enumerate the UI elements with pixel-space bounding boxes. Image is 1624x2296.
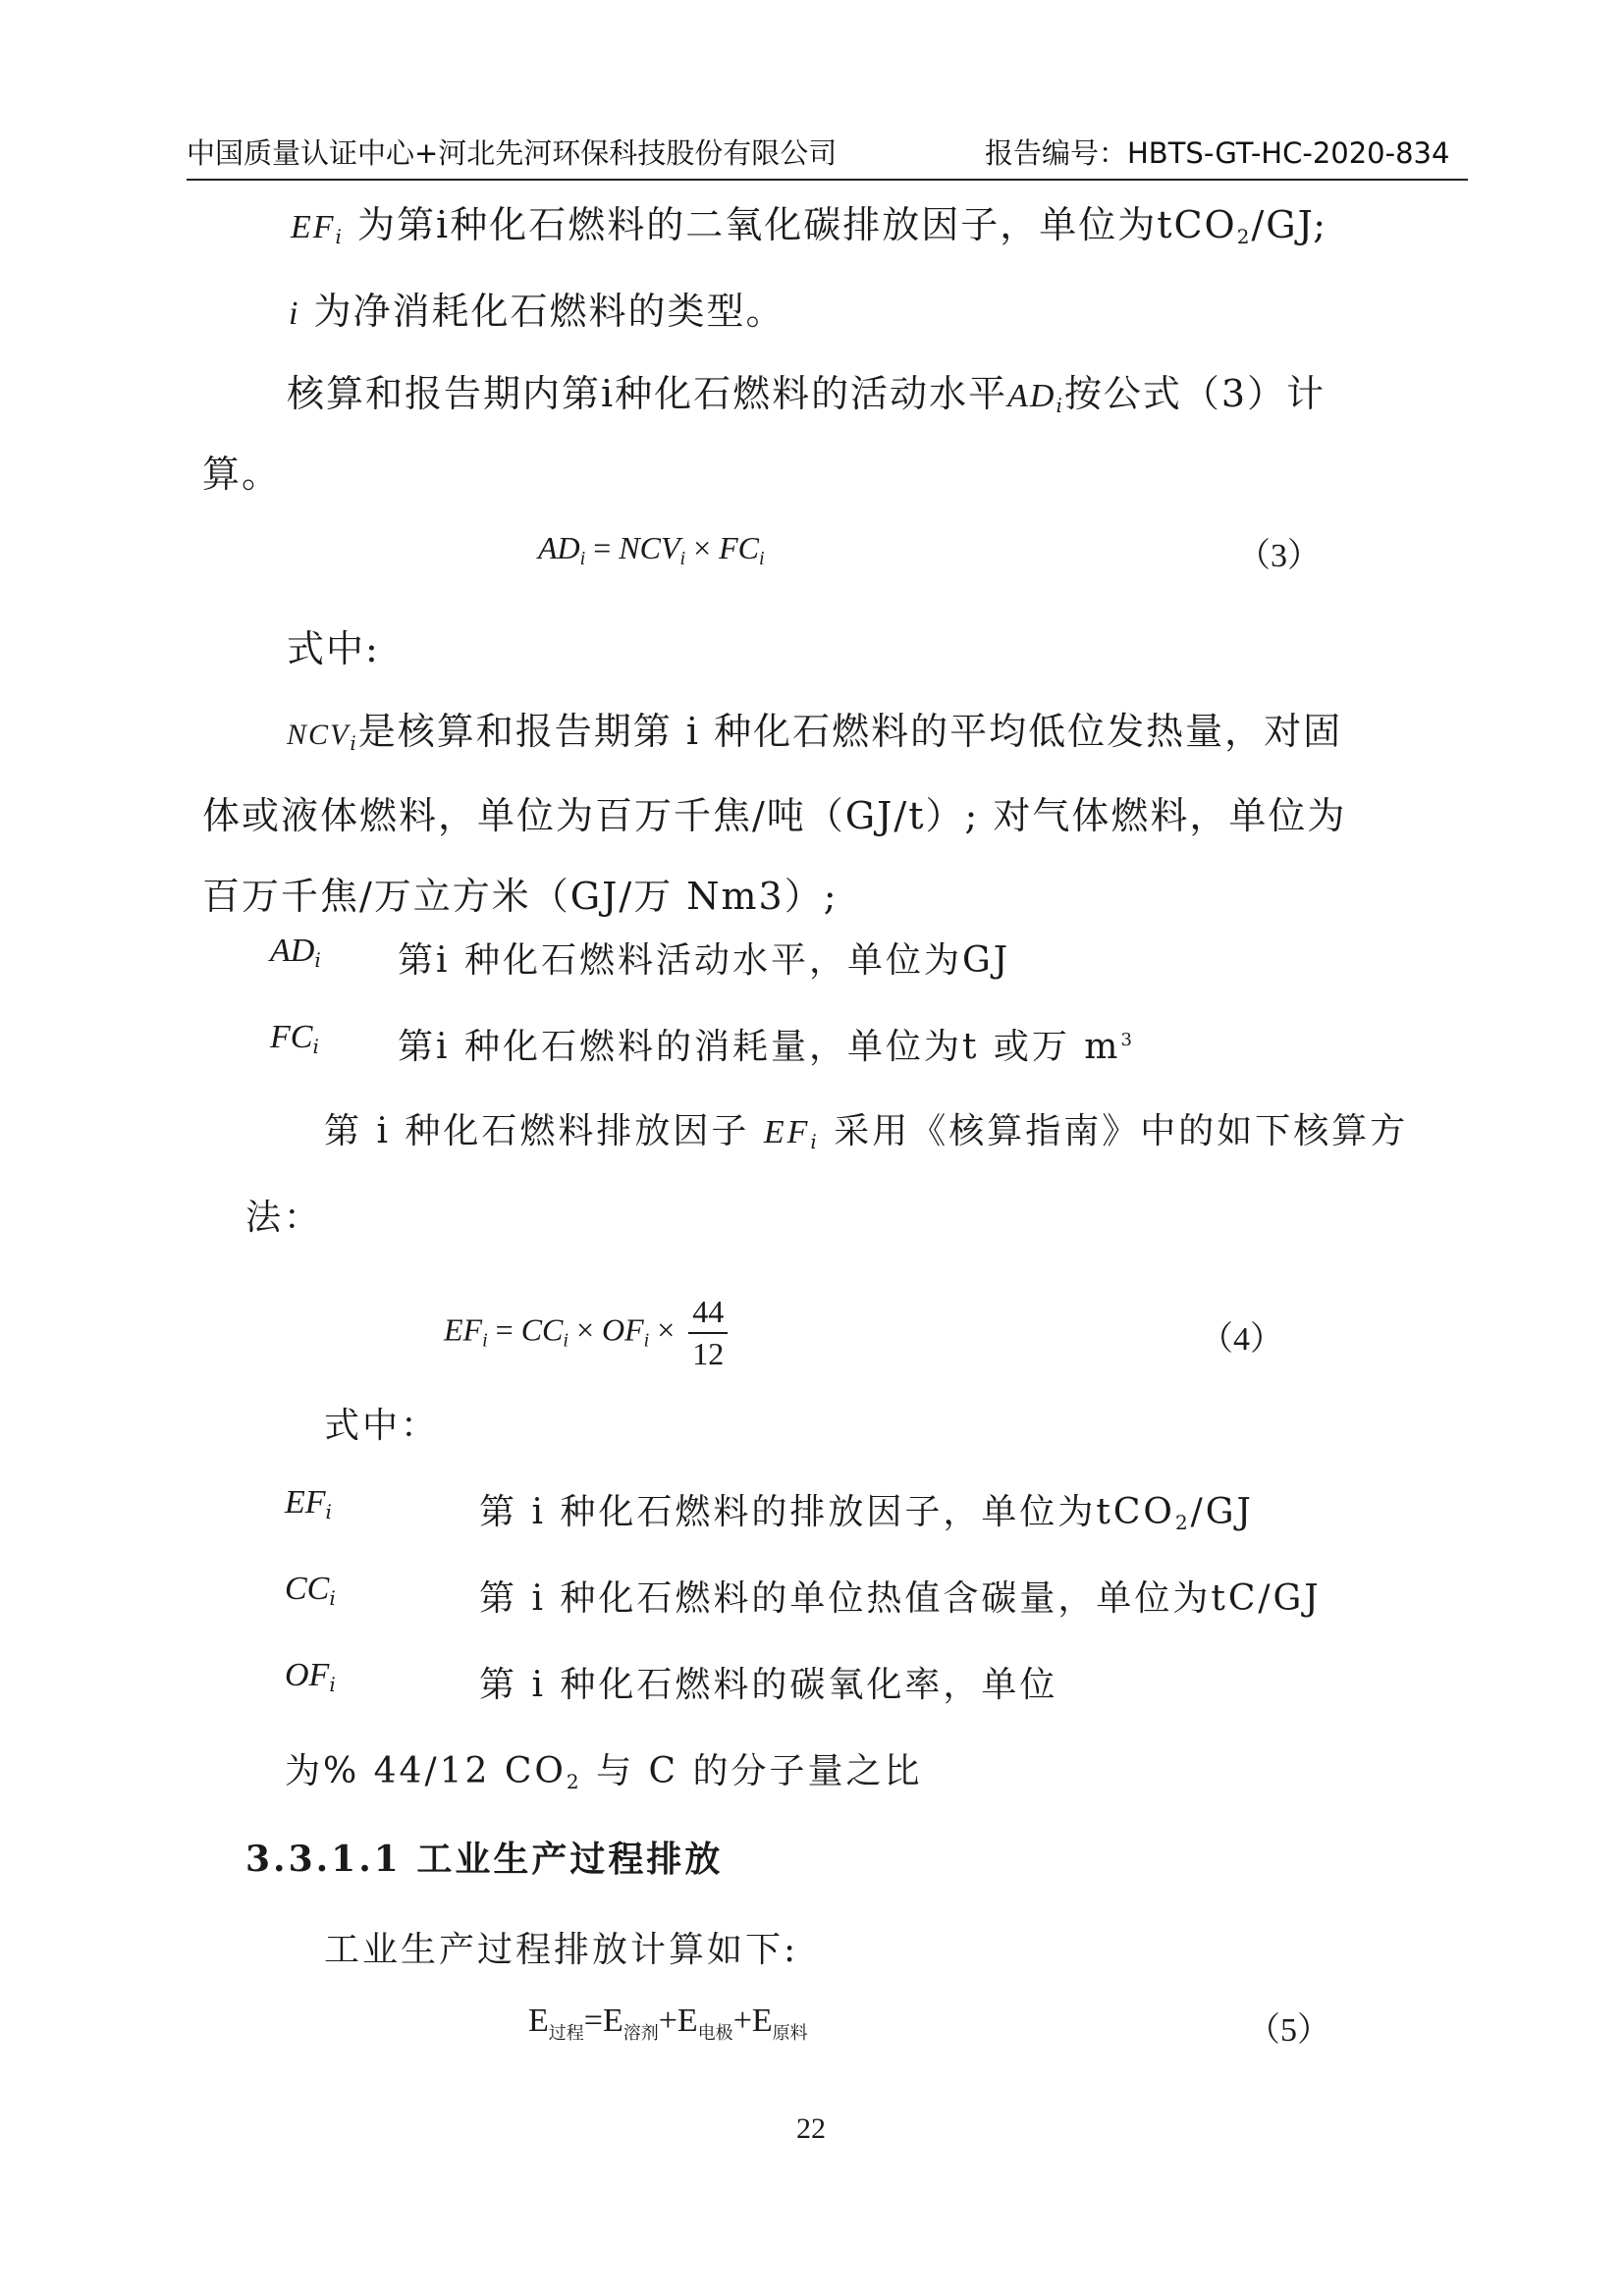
def-ef-text-tail: /GJ [1190,1492,1254,1532]
def-ef-sub: i [325,1500,332,1523]
equation-4 [444,1294,728,1372]
equation-3-number: （3） [1237,538,1321,574]
eq3-ncv: NCV [619,530,680,565]
eq4-times-2: × [657,1311,676,1348]
equation-5-number: （5） [1247,2012,1330,2049]
where-label-1: 式中: [287,627,380,670]
i-text: 为净消耗化石燃料的类型。 [313,290,785,333]
ratio-line [285,1743,923,1793]
page-number: 22 [796,2112,826,2145]
eq4-cc: CC [520,1311,564,1348]
ratio-tail: 与 C 的分子量之比 [596,1751,923,1791]
def-of-symbol-wrap [285,1657,336,1696]
eq4-denominator: 12 [692,1336,725,1371]
equation-4-number: （4） [1200,1321,1283,1358]
eq5-sub-solvent: 溶剂 [623,2022,659,2043]
eq5-sub-electrode: 电极 [697,2022,733,2043]
ncv-text: 是核算和报告期第 i 种化石燃料的平均低位发热量，对固 [357,710,1343,753]
ratio-text: 为% 44/12 CO [285,1751,567,1791]
eq4-times-1: × [575,1311,594,1348]
fc-def-text: 第i 种化石燃料的消耗量，单位为t 或万 m [398,1027,1121,1067]
eq4-of: OF [602,1311,644,1348]
ad-paragraph-symbol: AD [1007,378,1056,414]
def-of-text: 第 i 种化石燃料的碳氧化率，单位 [479,1665,1058,1705]
eq4-ef-sub: i [482,1329,488,1352]
fc-def-sub: i [312,1035,319,1058]
def-cc-text: 第 i 种化石燃料的单位热值含碳量，单位为tC/GJ [479,1578,1322,1619]
ef-text-tail: /GJ; [1251,203,1328,246]
fc-def-symbol-wrap [270,1019,319,1058]
equation-5 [528,2002,808,2045]
header-report-number: 报告编号：HBTS-GT-HC-2020-834 [985,136,1450,170]
ad-paragraph-tail: 按公式（3）计 [1063,372,1326,415]
eq3-ncv-sub: i [679,548,686,569]
def-ef-co2-sub: 2 [1174,1511,1191,1534]
eq3-fc-sub: i [759,548,765,569]
eq5-e: E [528,2002,549,2039]
ncv-paragraph-line3: 百万千焦/万立方米（GJ/万 Nm3）; [202,875,839,918]
ef-method-line2: 法： [245,1198,323,1238]
ef-text: 为第i种化石燃料的二氧化碳排放因子，单位为tCO [357,203,1237,246]
ef-method-text: 第 i 种化石燃料排放因子 [324,1111,750,1151]
process-intro: 工业生产过程排放计算如下: [324,1930,799,1970]
eq3-times: × [693,530,712,565]
section-heading: 3.3.1.1 工业生产过程排放 [245,1839,724,1880]
eq5-plus-2: +E [732,2002,773,2039]
header-rule [187,179,1468,181]
ef-definition-line [291,194,1327,248]
equation-3 [538,530,765,570]
eq3-equals: = [593,530,612,565]
eq4-equals: = [495,1311,514,1348]
eq4-fraction [688,1294,728,1372]
ncv-paragraph-line1 [287,701,1342,755]
def-cc-symbol-wrap [285,1571,336,1610]
ad-def-sub: i [314,948,321,972]
where-label-2: 式中： [324,1406,440,1446]
def-of-symbol: OF [285,1657,330,1693]
def-of-sub: i [329,1673,336,1696]
fc-def-text-wrap [398,1019,1135,1069]
fc-def-sup: 3 [1120,1030,1135,1050]
fc-def-symbol: FC [270,1019,313,1055]
eq5-equals: =E [583,2002,623,2039]
ncv-subscript: i [350,731,358,755]
ef-method-tail: 采用《核算指南》中的如下核算方 [834,1111,1409,1151]
eq5-plus-1: +E [658,2002,698,2039]
eq3-ad: AD [538,530,580,565]
i-symbol: i [289,295,300,332]
ad-paragraph-line1 [287,363,1326,417]
eq3-fc: FC [719,530,759,565]
ad-def-symbol-wrap [270,933,321,972]
def-ef-text-wrap [479,1484,1254,1534]
eq5-sub-process: 过程 [548,2022,584,2043]
ncv-symbol: NCV [287,719,351,751]
i-definition-line [289,281,785,335]
ad-paragraph-text: 核算和报告期内第i种化石燃料的活动水平 [287,372,1008,415]
ratio-co2-sub: 2 [566,1770,582,1793]
def-ef-text: 第 i 种化石燃料的排放因子，单位为tCO [479,1492,1175,1532]
def-ef-symbol: EF [285,1484,326,1521]
ad-paragraph-line2: 算。 [202,453,282,496]
ad-def-symbol: AD [270,933,315,969]
ef-method-line1 [324,1103,1408,1153]
ef-subscript: i [335,225,344,248]
eq4-cc-sub: i [563,1329,568,1352]
eq4-of-sub: i [643,1329,650,1352]
ad-def-text: 第i 种化石燃料活动水平，单位为GJ [398,940,1011,981]
ncv-paragraph-line2: 体或液体燃料，单位为百万千焦/吨（GJ/t）; 对气体燃料，单位为 [202,794,1347,837]
ef-symbol: EF [291,209,336,245]
eq3-ad-sub: i [579,548,586,569]
eq4-numerator: 44 [688,1294,728,1334]
eq4-ef: EF [444,1311,483,1348]
def-ef-symbol-wrap [285,1484,332,1523]
header-org: 中国质量认证中心+河北先河环保科技股份有限公司 [187,136,838,170]
ef-method-sub: i [810,1130,820,1153]
def-cc-sub: i [329,1586,336,1610]
def-cc-symbol: CC [285,1571,330,1607]
ad-paragraph-sub: i [1056,394,1064,417]
ef-method-symbol: EF [763,1114,811,1150]
ef-co2-sub: 2 [1236,225,1252,248]
eq5-sub-material: 原料 [772,2022,808,2043]
